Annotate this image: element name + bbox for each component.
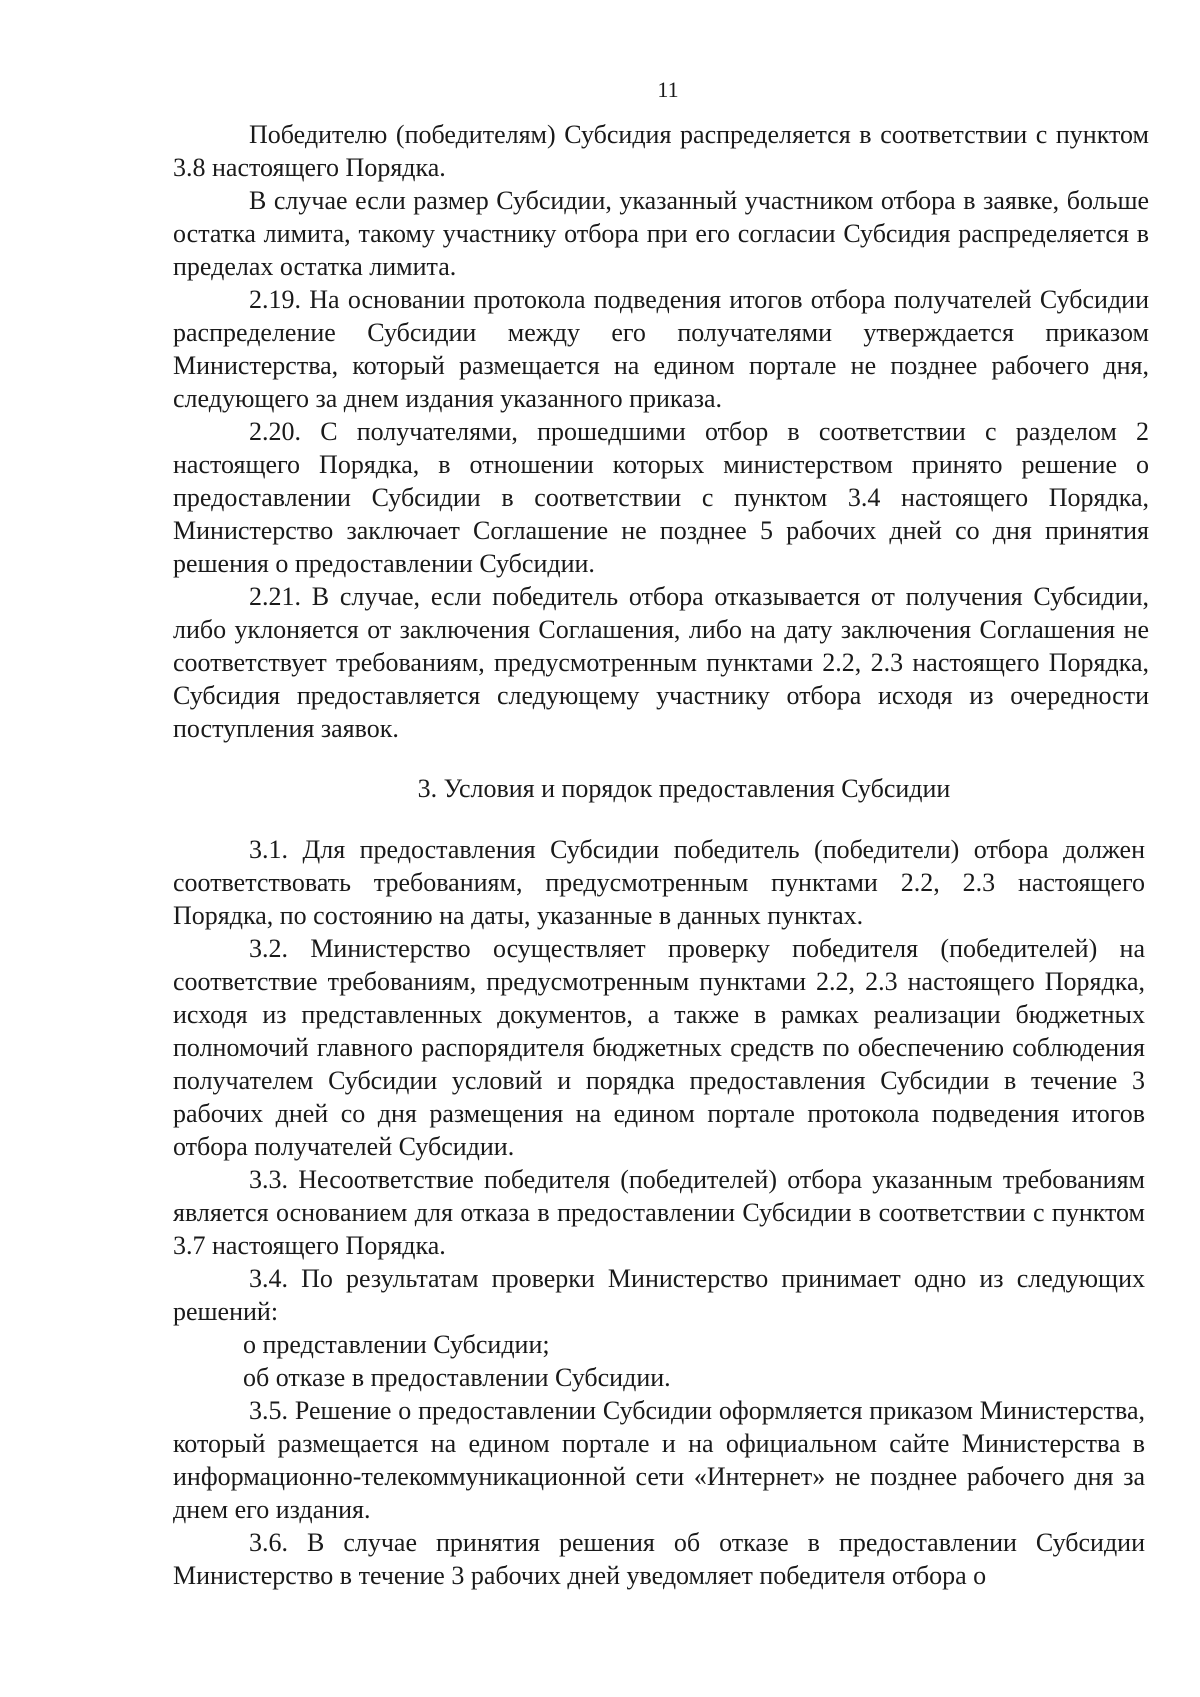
paragraph-3-6: 3.6. В случае принятия решения об отказе в предоставлении Субсидии Министерство в течение 3 рабочих дней уведомляет победителя отбора о — [173, 1528, 1145, 1590]
paragraph-3-2: 3.2. Министерство осуществляет проверку победителя (победителей) на соответствие требованиям, предусмотренным пунктами 2.2, 2.3 настоящего Порядка, исходя из представленных документов, а также в рамках реализации бюджетных полномочий главного распорядителя бюджетных средств по обеспечению соблюдения получателем Субсидии условий и порядка предоставления Субсидии в течение 3 рабочих дней со дня размещения на едином портале протокола подведения итогов отбора получателей Субсидии. — [173, 934, 1145, 1161]
document-body — [173, 118, 1149, 1592]
paragraph-2-21: 2.21. В случае, если победитель отбора отказывается от получения Субсидии, либо уклоняется от заключения Соглашения, либо на дату заключения Соглашения не соответствует требованиям, предусмотренным пунктами 2.2, 2.3 настоящего Порядка, Субсидия предоставляется следующему участнику отбора исходя из очередности поступления заявок. — [173, 582, 1149, 743]
paragraph-limit-remainder: В случае если размер Субсидии, указанный участником отбора в заявке, больше остатка лимита, такому участнику отбора при его согласии Субсидия распределяется в пределах остатка лимита. — [173, 186, 1149, 281]
list-item-refusal: об отказе в предоставлении Субсидии. — [243, 1363, 671, 1392]
paragraph-2-20: 2.20. С получателями, прошедшими отбор в соответствии с разделом 2 настоящего Порядка, в отношении которых министерством принято решение о предоставлении Субсидии в соответствии с пунктом 3.4 настоящего Порядка, Министерство заключает Соглашение не позднее 5 рабочих дней со дня принятия решения о предоставлении Субсидии. — [173, 417, 1149, 578]
page-number: 11 — [657, 77, 679, 102]
paragraph-3-3: 3.3. Несоответствие победителя (победителей) отбора указанным требованиям является основанием для отказа в предоставлении Субсидии в соответствии с пунктом 3.7 настоящего Порядка. — [173, 1165, 1145, 1260]
paragraph-2-19: 2.19. На основании протокола подведения итогов отбора получателей Субсидии распределение Субсидии между его получателями утверждается приказом Министерства, который размещается на едином портале не позднее рабочего дня, следующего за днем издания указанного приказа. — [173, 285, 1149, 413]
section-3-heading: 3. Условия и порядок предоставления Субсидии — [417, 774, 951, 803]
paragraph-3-4: 3.4. По результатам проверки Министерство принимает одно из следующих решений: — [173, 1264, 1145, 1326]
paragraph-winner-distribution: Победителю (победителям) Субсидия распределяется в соответствии с пунктом 3.8 настоящего Порядка. — [173, 120, 1149, 182]
section-2-continuation — [173, 118, 1149, 745]
paragraph-3-5: 3.5. Решение о предоставлении Субсидии оформляется приказом Министерства, который размещается на едином портале и на официальном сайте Министерства в информационно-телекоммуникационной сети «Интернет» не позднее рабочего дня за днем его издания. — [173, 1396, 1145, 1524]
section-3 — [173, 833, 1149, 1592]
paragraph-3-1: 3.1. Для предоставления Субсидии победитель (победители) отбора должен соответствовать требованиям, предусмотренным пунктами 2.2, 2.3 настоящего Порядка, по состоянию на даты, указанные в данных пунктах. — [173, 835, 1145, 930]
list-item-grant: о представлении Субсидии; — [243, 1330, 550, 1359]
